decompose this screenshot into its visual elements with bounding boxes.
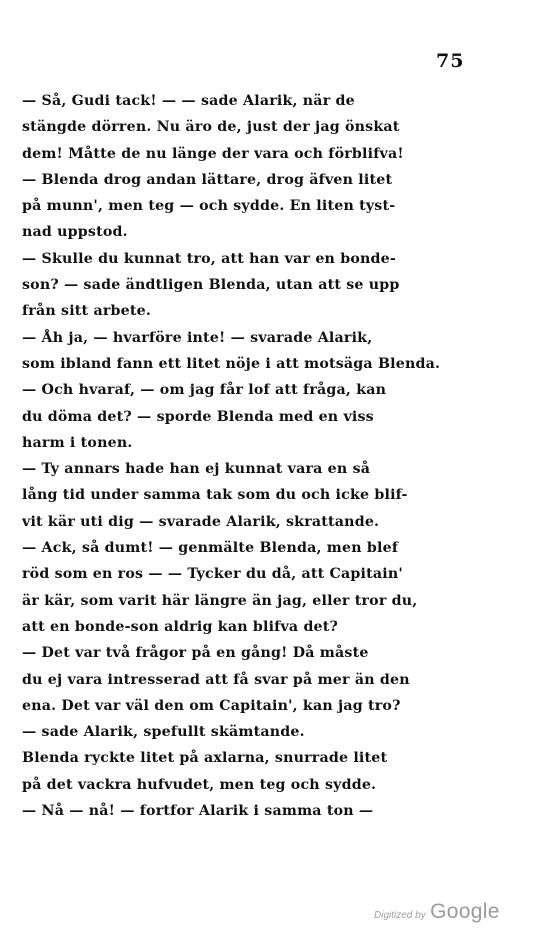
text-line: — Och hvaraf, — om jag får lof att fråga, kan bbox=[22, 382, 387, 399]
text-line: harm i tonen. bbox=[22, 434, 133, 451]
text-line: du ej vara intresserad att få svar på mer än den bbox=[22, 671, 410, 688]
text-line: du döma det? — sporde Blenda med en viss bbox=[22, 408, 374, 425]
text-line: — sade Alarik, spefullt skämtande. bbox=[22, 724, 305, 741]
text-line: — Ack, så dumt! — genmälte Blenda, men blef bbox=[22, 540, 399, 557]
text-line: på munn', men teg — och sydde. En liten tyst- bbox=[22, 198, 396, 215]
text-line: är kär, som varit här längre än jag, eller tror du, bbox=[22, 592, 418, 609]
text-line: lång tid under samma tak som du och icke blif- bbox=[22, 487, 408, 504]
text-line: — Skulle du kunnat tro, att han var en bonde- bbox=[22, 250, 396, 267]
text-line: röd som en ros — — Tycker du då, att Capitain' bbox=[22, 566, 403, 583]
watermark-brand: Google bbox=[430, 900, 500, 923]
text-line: dem! Måtte de nu länge der vara och förblifva! bbox=[22, 145, 404, 162]
text-line: på det vackra hufvudet, men teg och sydde. bbox=[22, 776, 377, 793]
text-line: — Så, Gudi tack! — — sade Alarik, när de bbox=[22, 93, 355, 109]
text-line: — Ty annars hade han ej kunnat vara en så bbox=[22, 461, 371, 478]
body-text bbox=[22, 88, 492, 824]
text-line: — Nå — nå! — fortfor Alarik i samma ton — bbox=[22, 803, 374, 820]
text-line: vit kär uti dig — svarade Alarik, skrattande. bbox=[22, 513, 380, 530]
text-line: ena. Det var väl den om Capitain', kan jag tro? bbox=[22, 697, 401, 714]
text-line: Blenda ryckte litet på axlarna, snurrade litet bbox=[22, 750, 388, 767]
text-line: från sitt arbete. bbox=[22, 303, 151, 320]
text-line: — Blenda drog andan lättare, drog äfven litet bbox=[22, 171, 393, 188]
digitization-watermark bbox=[374, 900, 500, 924]
text-line: — Det var två frågor på en gång! Då måste bbox=[22, 645, 369, 662]
page-number: 75 bbox=[436, 50, 465, 72]
text-line: — Åh ja, — hvarföre inte! — svarade Alarik, bbox=[22, 329, 373, 346]
text-line: stängde dörren. Nu äro de, just der jag önskat bbox=[22, 119, 400, 136]
text-line: nad uppstod. bbox=[22, 224, 128, 241]
text-line: att en bonde-son aldrig kan blifva det? bbox=[22, 618, 339, 635]
text-line: som ibland fann ett litet nöje i att motsäga Blenda. bbox=[22, 355, 441, 372]
text-line: son? — sade ändtligen Blenda, utan att se upp bbox=[22, 277, 400, 294]
watermark-prefix: Digitized by bbox=[374, 910, 426, 921]
